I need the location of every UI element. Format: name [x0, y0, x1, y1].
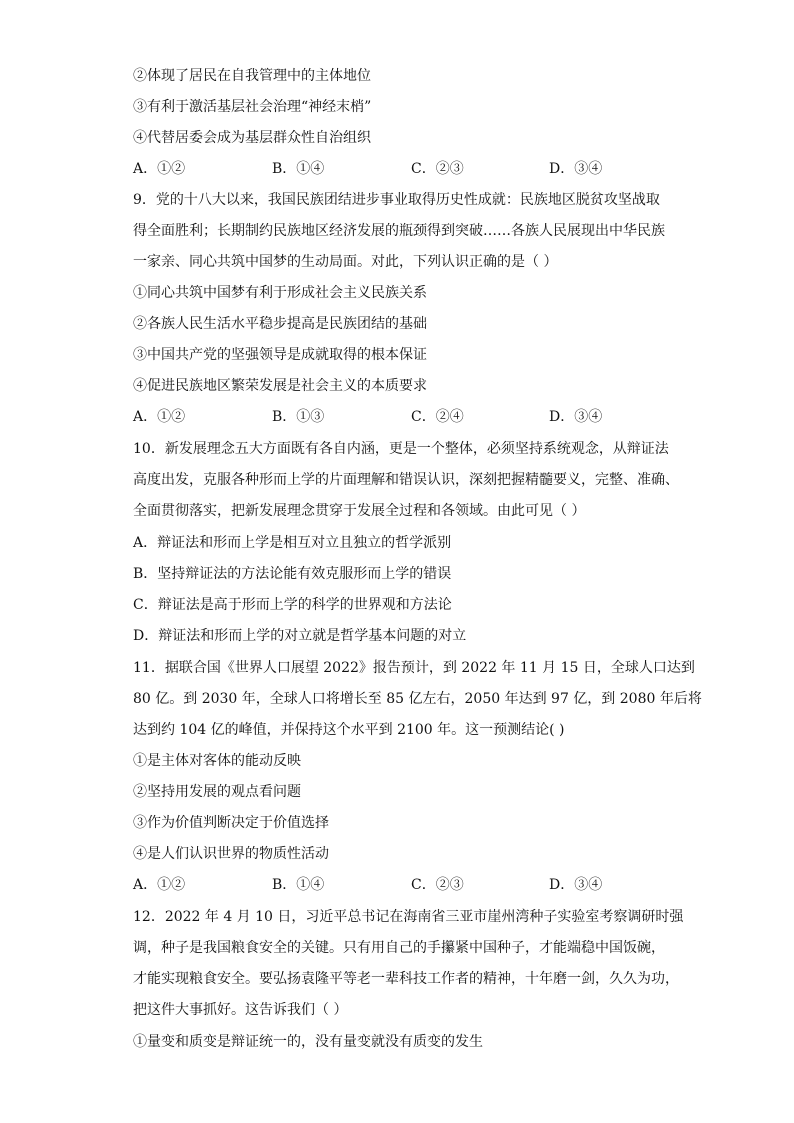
- q11-stem-line: 达到约 104 亿的峰值，并保持这个水平到 2100 年。这一预测结论( ): [133, 722, 565, 738]
- q10-stem-line: 10．新发展理念五大方面既有各自内涵，更是一个整体，必须坚持系统观念，从辩证法: [133, 441, 669, 457]
- q9-statement-3: ③中国共产党的坚强领导是成就取得的根本保证: [133, 347, 427, 363]
- q10-option-a: A．辩证法和形而上学是相互对立且独立的哲学派别: [133, 535, 452, 551]
- q8-option-d: D．③④: [549, 161, 603, 177]
- q11-option-c: C．②③: [411, 877, 464, 893]
- q11-options: [133, 875, 673, 895]
- q9-option-b: B．①③: [272, 409, 325, 425]
- q9-stem-line: 9．党的十八大以来，我国民族团结进步事业取得历史性成就：民族地区脱贫攻坚战取: [133, 192, 660, 208]
- q11-statement-1: ①是主体对客体的能动反映: [133, 753, 301, 769]
- q10-option-d: D．辩证法和形而上学的对立就是哲学基本问题的对立: [133, 628, 467, 644]
- q8-option-a: A．①②: [133, 161, 186, 177]
- q12-statement-1: ①量变和质变是辩证统一的，没有量变就没有质变的发生: [133, 1034, 483, 1050]
- q9-stem-line: 一家亲、同心共筑中国梦的生动局面。对此，下列认识正确的是（ ）: [133, 254, 558, 270]
- q11-stem-line: 11．据联合国《世界人口展望 2022》报告预计，到 2022 年 11 月 15 日，全球人口达到: [133, 660, 695, 676]
- q9-option-a: A．①②: [133, 409, 186, 425]
- q11-option-a: A．①②: [133, 877, 186, 893]
- q12-stem-line: 12．2022 年 4 月 10 日，习近平总书记在海南省三亚市崖州湾种子实验室考察调研时强: [133, 909, 684, 925]
- q9-statement-1: ①同心共筑中国梦有利于形成社会主义民族关系: [133, 285, 427, 301]
- q9-option-c: C．②④: [411, 409, 464, 425]
- q8-option-c: C．②③: [411, 161, 464, 177]
- q12-stem-line: 才能实现粮食安全。要弘扬袁隆平等老一辈科技工作者的精神，十年磨一剑，久久为功，: [133, 971, 679, 987]
- q11-option-b: B．①④: [272, 877, 325, 893]
- q9-statement-4: ④促进民族地区繁荣发展是社会主义的本质要求: [133, 378, 427, 394]
- q9-statement-2: ②各族人民生活水平稳步提高是民族团结的基础: [133, 316, 427, 332]
- q11-statement-4: ④是人们认识世界的物质性活动: [133, 846, 329, 862]
- q10-option-b: B．坚持辩证法的方法论能有效克服形而上学的错误: [133, 566, 452, 582]
- q8-option-b: B．①④: [272, 161, 325, 177]
- q9-options: [133, 407, 673, 427]
- q12-stem-line: 调，种子是我国粮食安全的关键。只有用自己的手攥紧中国种子，才能端稳中国饭碗，: [133, 940, 665, 956]
- q10-stem-line: 全面贯彻落实，把新发展理念贯穿于发展全过程和各领域。由此可见（ ）: [133, 503, 586, 519]
- q11-stem-line: 80 亿。到 2030 年，全球人口将增长至 85 亿左右，2050 年达到 97 亿，到 2080 年后将: [133, 691, 702, 707]
- q8-options: [133, 159, 673, 179]
- q11-option-d: D．③④: [549, 877, 603, 893]
- q8-statement-4: ④代替居委会成为基层群众性自治组织: [133, 130, 371, 146]
- q10-option-c: C．辩证法是高于形而上学的科学的世界观和方法论: [133, 597, 452, 613]
- q11-statement-3: ③作为价值判断决定于价值选择: [133, 815, 329, 831]
- q8-statement-3: ③有利于激活基层社会治理“神经末梢”: [133, 99, 372, 115]
- q9-stem-line: 得全面胜利；长期制约民族地区经济发展的瓶颈得到突破……各族人民展现出中华民族: [133, 223, 665, 239]
- q11-statement-2: ②坚持用发展的观点看问题: [133, 784, 301, 800]
- q12-stem-line: 把这件大事抓好。这告诉我们（ ）: [133, 1002, 348, 1018]
- q10-stem-line: 高度出发，克服各种形而上学的片面理解和错误认识，深刻把握精髓要义，完整、准确、: [133, 472, 679, 488]
- q8-statement-2: ②体现了居民在自我管理中的主体地位: [133, 68, 371, 84]
- q9-option-d: D．③④: [549, 409, 603, 425]
